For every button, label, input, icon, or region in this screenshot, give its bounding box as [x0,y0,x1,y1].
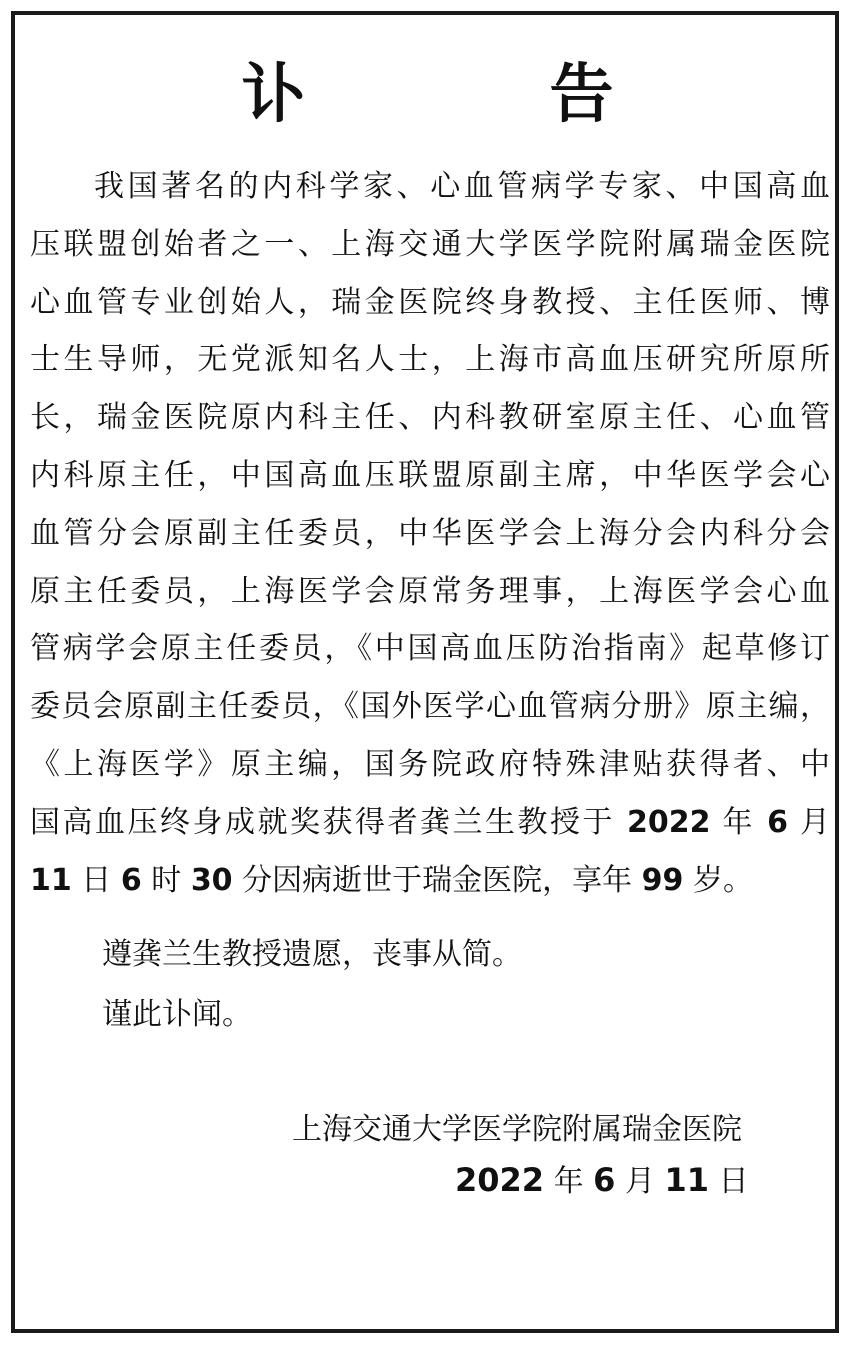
year-unit: 年 [722,804,756,840]
sign-date [455,1160,749,1202]
obituary-body [30,158,830,909]
death-hour: 6 [120,862,142,898]
signer-name: 上海交通大学医学院附属瑞金医院 [292,1112,742,1147]
body-line: 心血管专业创始人，瑞金医院终身教授、主任医师、博 [30,284,830,320]
death-minute: 30 [190,862,233,898]
age-number: 99 [641,862,684,898]
death-year: 2022 [627,804,711,840]
minute-text: 分因病逝世于瑞金医院，享年 [242,862,633,898]
body-line: 委员会原副主任委员，《国外医学心血管病分册》原主编， [30,689,830,725]
closing-paragraph: 谨此讣闻。 [102,997,252,1032]
sign-year-unit: 年 [553,1164,584,1199]
sign-day: 11 [664,1161,710,1199]
body-line: 士生导师，无党派知名人士，上海市高血压研究所原所 [30,342,830,378]
body-line: 长，瑞金医院原内科主任、内科教研室原主任、心血管 [30,400,830,436]
funeral-wish-paragraph: 遵龚兰生教授遗愿，丧事从简。 [102,937,522,972]
hour-unit: 时 [151,862,182,898]
body-line: 内科原主任，中国高血压联盟原副主席，中华医学会心 [30,457,830,493]
body-line: 《上海医学》原主编，国务院政府特殊津贴获得者、中 [30,746,830,782]
sign-year: 2022 [455,1161,545,1199]
body-line-death-time [30,852,830,910]
body-line-text: 国高血压终身成就奖获得者龚兰生教授于 [30,804,615,840]
body-line-death-date [30,794,830,852]
sign-month-unit: 月 [624,1164,655,1199]
sign-month: 6 [593,1161,616,1199]
body-line: 管病学会原主任委员，《中国高血压防治指南》起草修订 [30,631,830,667]
body-line: 我国著名的内科学家、心血管病学专家、中国高血 [94,169,830,204]
sign-day-unit: 日 [718,1164,749,1199]
body-line: 压联盟创始者之一、上海交通大学医学院附属瑞金医院 [30,226,830,262]
body-line: 血管分会原副主任委员，中华医学会上海分会内科分会 [30,515,830,551]
page-title: 讣 告 [241,58,704,132]
age-unit: 岁。 [692,862,753,898]
death-day: 11 [30,862,72,898]
month-unit: 月 [800,804,831,840]
day-unit: 日 [81,862,112,898]
body-line: 原主任委员，上海医学会原常务理事，上海医学会心血 [30,573,830,609]
death-month: 6 [767,804,788,840]
